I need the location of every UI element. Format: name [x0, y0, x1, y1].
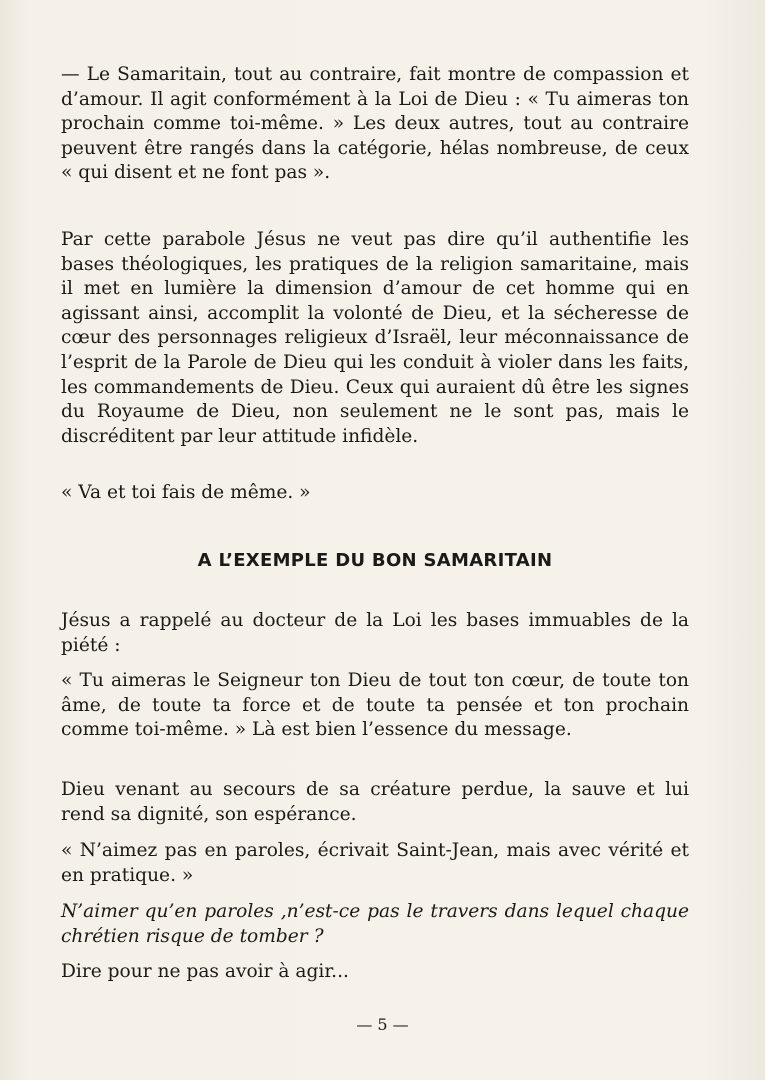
paragraph-samaritain-compassion — [61, 63, 689, 186]
paragraph-text: Par cette parabole Jésus ne veut pas dire qu’il authentifie les bases théologiques, les pratiques de la religion samaritaine, mais il met en lumière la dimension d’amour de cet homme qui en agissant ainsi, accomplit la volonté de Dieu, et la sécheresse de cœur des personnages religieux d’Israël, leur méconnaissance de l’esprit de la Parole de Dieu qui les conduit à violer dans les faits, les commandements de Dieu. Ceux qui auraient dû être les signes du Royaume de Dieu, non seulement ne le sont pas, mais le discréditent par leur attitude infidèle. — [61, 229, 689, 447]
paragraph-dire-agir — [61, 960, 689, 985]
paragraph-italic-question — [61, 900, 689, 949]
paragraph-parabole-meaning — [61, 228, 689, 449]
paragraph-text: — Le Samaritain, tout au contraire, fait montre de compassion et d’amour. Il agit conformément à la Loi de Dieu : « Tu aimeras ton prochain comme toi-même. » Les deux autres, tout au contraire peuvent être rangés dans la catégorie, hélas nombreuse, de ceux « qui disent et ne font pas ». — [61, 64, 689, 184]
paragraph-text: N’aimer qu’en paroles ,n’est-ce pas le travers dans lequel chaque chrétien risque de tomber ? — [61, 901, 689, 947]
paragraph-text: Dire pour ne pas avoir à agir... — [61, 961, 349, 982]
paragraph-va-et-fais — [61, 481, 689, 506]
paragraph-commandement — [61, 669, 689, 743]
paragraph-saint-jean-quote — [61, 839, 689, 888]
paragraph-bases-piete — [61, 609, 689, 658]
paragraph-text: « Tu aimeras le Seigneur ton Dieu de tout ton cœur, de toute ton âme, de toute ta force et de toute ta pensée et ton prochain comme toi-même. » Là est bien l’essence du message. — [61, 670, 689, 741]
section-heading: A L’EXEMPLE DU BON SAMARITAIN — [197, 550, 553, 571]
paragraph-text: « Va et toi fais de même. » — [61, 482, 311, 503]
page-number: — 5 — — [356, 1015, 409, 1034]
paragraph-text: Dieu venant au secours de sa créature perdue, la sauve et lui rend sa dignité, son espérance. — [61, 779, 689, 825]
paragraph-dieu-secours — [61, 778, 689, 827]
paragraph-text: Jésus a rappelé au docteur de la Loi les bases immuables de la piété : — [61, 610, 689, 656]
paragraph-text: « N’aimez pas en paroles, écrivait Saint-Jean, mais avec vérité et en pratique. » — [61, 840, 689, 886]
